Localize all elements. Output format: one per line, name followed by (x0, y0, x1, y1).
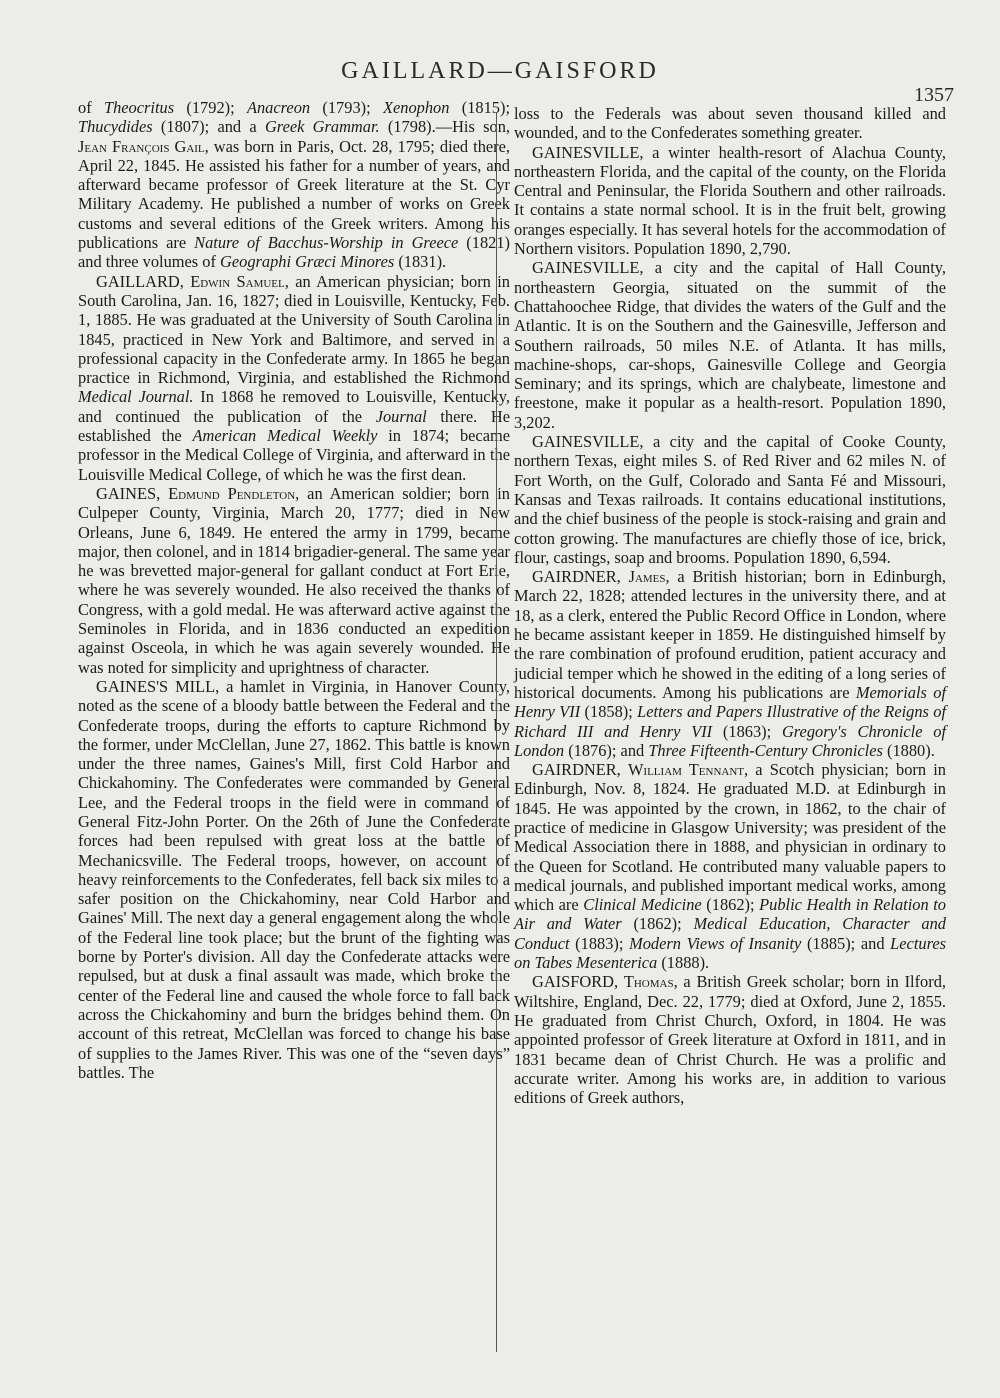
italic-title: Greek Grammar. (264, 117, 380, 137)
text-run: in 1874; became professor in the Medical College of Virginia, and afterward in the Louisville Medical College, of which he was the first dean. (78, 426, 511, 484)
italic-title: Memorials of Henry VII (514, 682, 946, 722)
italic-title: Public Health in Relation to Air and Water (514, 895, 947, 934)
text-run: GAINES, (96, 483, 169, 503)
italic-title: Lectures on Tabes Mesenterica (514, 933, 946, 973)
text-run: GAINES'S MILL, a hamlet in Virginia, in Hanover County, noted as the scene of a bloody battle between the Federal and the Confederate troops, during the efforts to capture Richmond by the former, under McClellan, June 27, 1862. This battle is known under the three names, Gaines's Mill, first Cold Harbor and Chickahominy. The Confederates were commanded by General Lee, and the Federal troops in the field were in command of General Fitz-John Porter. On the 26th of June the Confederate forces had been repulsed with great loss at the battle of Mechanicsville. The Federal troops, however, on account of heavy reinforcements to the Confederates, fell back six miles to a safer position on the Chickahominy, near Cold Harbor and Gaines' Mill. The next day a general engagement along the whole of the Federal line took place; but the brunt of the fighting was borne by Porter's division. All day the Confederate attacks were repulsed, but at dusk a final assault was made, which broke the center of the Federal line and caused the whole force to fall back across the Chickahominy and burn the bridges behind them. On account of this retreat, McClellan was forced to change his base of supplies to the James River. This was one of the “seven days” battles. The (78, 676, 510, 1082)
text-run: (1888). (657, 953, 710, 973)
right-column (514, 104, 946, 1107)
italic-title: Nature of Bacchus-Worship in Greece (194, 233, 459, 253)
column-divider (496, 112, 497, 1352)
italic-title: Anacreon (246, 98, 311, 117)
name-small-caps: Jean François Gail (78, 136, 205, 156)
text-run: loss to the Federals was about seven thousand killed and wounded, and to the Confederates something greater. (514, 104, 946, 143)
text-run: (1863); (712, 721, 782, 741)
text-run: (1883); (569, 933, 630, 953)
name-small-caps: Thomas (623, 972, 674, 992)
article-entry (514, 258, 946, 432)
article-entry (514, 972, 946, 1107)
text-run: there. He established the (78, 406, 510, 446)
italic-title: Modern Views of Insanity (629, 933, 802, 953)
name-small-caps: James (628, 567, 666, 587)
italic-title: Geographi Græci Minores (220, 252, 395, 272)
text-run: of (78, 98, 104, 117)
running-head: GAILLARD—GAISFORD (341, 58, 659, 84)
text-run: (1862); (621, 914, 694, 934)
left-column (78, 98, 510, 1082)
article-entry (514, 760, 946, 972)
text-run: GAINESVILLE, a city and the capital of Cooke County, northern Texas, eight miles S. of Red River and 62 miles N. of Fort Worth, on the Gulf, Colorado and Santa Fé and Missouri, Kansas and Texas railroads. It contains educational institutions, and the chief business of the people is stock-raising and grain and cotton growing. The manufactures are chiefly those of ice, brick, flour, castings, soap and brooms. Population 1890, 6,594. (514, 432, 946, 567)
article-entry (78, 484, 510, 677)
text-run: , an American soldier; born in Culpeper County, Virginia, March 20, 1777; died in New Orleans, June 6, 1849. He entered the army in 1799, became major, then colonel, and in 1814 brigadier-general. The same year he was brevetted major-general for gallant conduct at Fort Erie, where he was severely wounded. He also received the thanks of Congress, with a gold medal. He was afterward active against the Seminoles in Florida, and in 1836 conducted an expedition against Osceola, in which he was again severely wounded. He was noted for simplicity and uprightness of character. (78, 483, 510, 677)
text-run: (1793); (310, 98, 383, 117)
text-run: , a British historian; born in Edinburgh, March 22, 1828; attended lectures in the university there, and at 18, as a clerk, entered the Public Record Office in London, where he became assistant keeper in 1859. He distinguished himself by the rare combination of profound erudition, patient accuracy and judicial temper which he showed in the editing of a long series of historical documents. Among his publications are (514, 567, 946, 702)
article-entry (514, 567, 946, 760)
text-run: GAINESVILLE, a winter health-resort of Alachua County, northeastern Florida, and the capital of the county, on the Florida Central and Peninsular, the Florida Southern and other railroads. It contains a state normal school. It is in the fruit belt, growing oranges especially. It has several hotels for the accommodation of Northern visitors. Population 1890, 2,790. (514, 142, 946, 259)
text-run: (1876); and (564, 740, 649, 760)
italic-title: Medical Journal. (78, 387, 194, 407)
italic-title: Thucydides (78, 117, 153, 137)
text-run: , an American physician; born in South Carolina, Jan. 16, 1827; died in Louisville, Kentucky, Feb. 1, 1885. He was graduated at the University of South Carolina in 1845, practiced in New York and Baltimore, and served in a professional capacity in the Confederate army. In 1865 he began practice in Richmond, Virginia, and established the Richmond (78, 271, 510, 388)
italic-title: Xenophon (382, 98, 450, 117)
text-run: (1821) and three volumes of (78, 233, 510, 272)
text-run: (1880). (882, 740, 935, 760)
text-run: (1815); (449, 98, 510, 117)
text-run: GAIRDNER, (532, 760, 628, 780)
italic-title: Clinical Medicine (583, 895, 702, 915)
italic-title: American Medical Weekly (192, 426, 378, 446)
article-entry (514, 104, 946, 143)
article-entry (514, 143, 946, 259)
text-run: (1862); (701, 895, 760, 915)
text-run: (1858); (580, 702, 638, 722)
text-run: , a British Greek scholar; born in Ilford, Wiltshire, England, Dec. 22, 1779; died at Oxford, June 2, 1855. He graduated from Christ Church, Oxford, in 1804. He was appointed professor of Greek literature at Oxford in 1811, and in 1831 became dean of Christ Church. He was a prolific and accurate writer. Among his works are, in addition to various editions of Greek authors, (514, 972, 946, 1108)
article-entry (78, 677, 510, 1082)
italic-title: Three Fifteenth-Century Chronicles (648, 740, 883, 760)
italic-title: Letters and Papers Illustrative of the Reigns of Richard III and Henry VII (514, 702, 946, 741)
name-small-caps: William Tennant (627, 760, 745, 780)
text-run: , was born in Paris, Oct. 28, 1795; died there, April 22, 1845. He assisted his father for a number of years, and afterward became professor of Greek literature at the St. Cyr Military Academy. He published a number of works on Greek customs and several editions of the Greek writers. Among his publications are (78, 136, 510, 253)
italic-title: Medical Education, Character and Conduct (514, 914, 946, 953)
text-run: GAIRDNER, (532, 567, 629, 587)
text-run: GAISFORD, (532, 972, 624, 992)
italic-title: Theocritus (103, 98, 175, 117)
article-entry (514, 432, 946, 567)
name-small-caps: Edmund Pendleton (168, 483, 296, 503)
text-run: GAILLARD, (96, 271, 191, 291)
text-run: In 1868 he removed to Louisville, Kentucky, and continued the publication of the (78, 387, 511, 426)
text-run: , a Scotch physician; born in Edinburgh, Nov. 8, 1824. He graduated M.D. at Edinburgh in 1845. He was appointed by the crown, in 1862, to the chair of practice of medicine in Glasgow University; was president of the Medical Association there in 1888, and physician in ordinary to the Queen for Scotland. He contributed many valuable papers to medical journals, and published important medical works, among which are (514, 760, 946, 915)
text-run: (1807); and a (152, 117, 265, 137)
text-run: (1885); and (801, 933, 891, 953)
text-run: (1831). (394, 252, 447, 272)
article-entry (78, 272, 510, 484)
name-small-caps: Edwin Samuel (190, 271, 285, 291)
italic-title: Journal (375, 406, 427, 426)
article-entry (78, 98, 510, 272)
page-number: 1357 (914, 84, 954, 106)
italic-title: Gregory's Chronicle of London (514, 721, 947, 760)
text-run: (1798).—His son, (379, 117, 510, 137)
text-run: (1792); (174, 98, 247, 117)
text-run: GAINESVILLE, a city and the capital of Hall County, northeastern Georgia, situated on the summit of the Chattahoochee Ridge, that divides the waters of the Gulf and the Atlantic. It is on the Southern and the Gainesville, Jefferson and Southern railroads, 50 miles N.E. of Atlanta. It has mills, machine-shops, car-shops, Gainesville College and Georgia Seminary; and its springs, which are chalybeate, limestone and freestone, make it popular as a health-resort. Population 1890, 3,202. (514, 258, 946, 432)
